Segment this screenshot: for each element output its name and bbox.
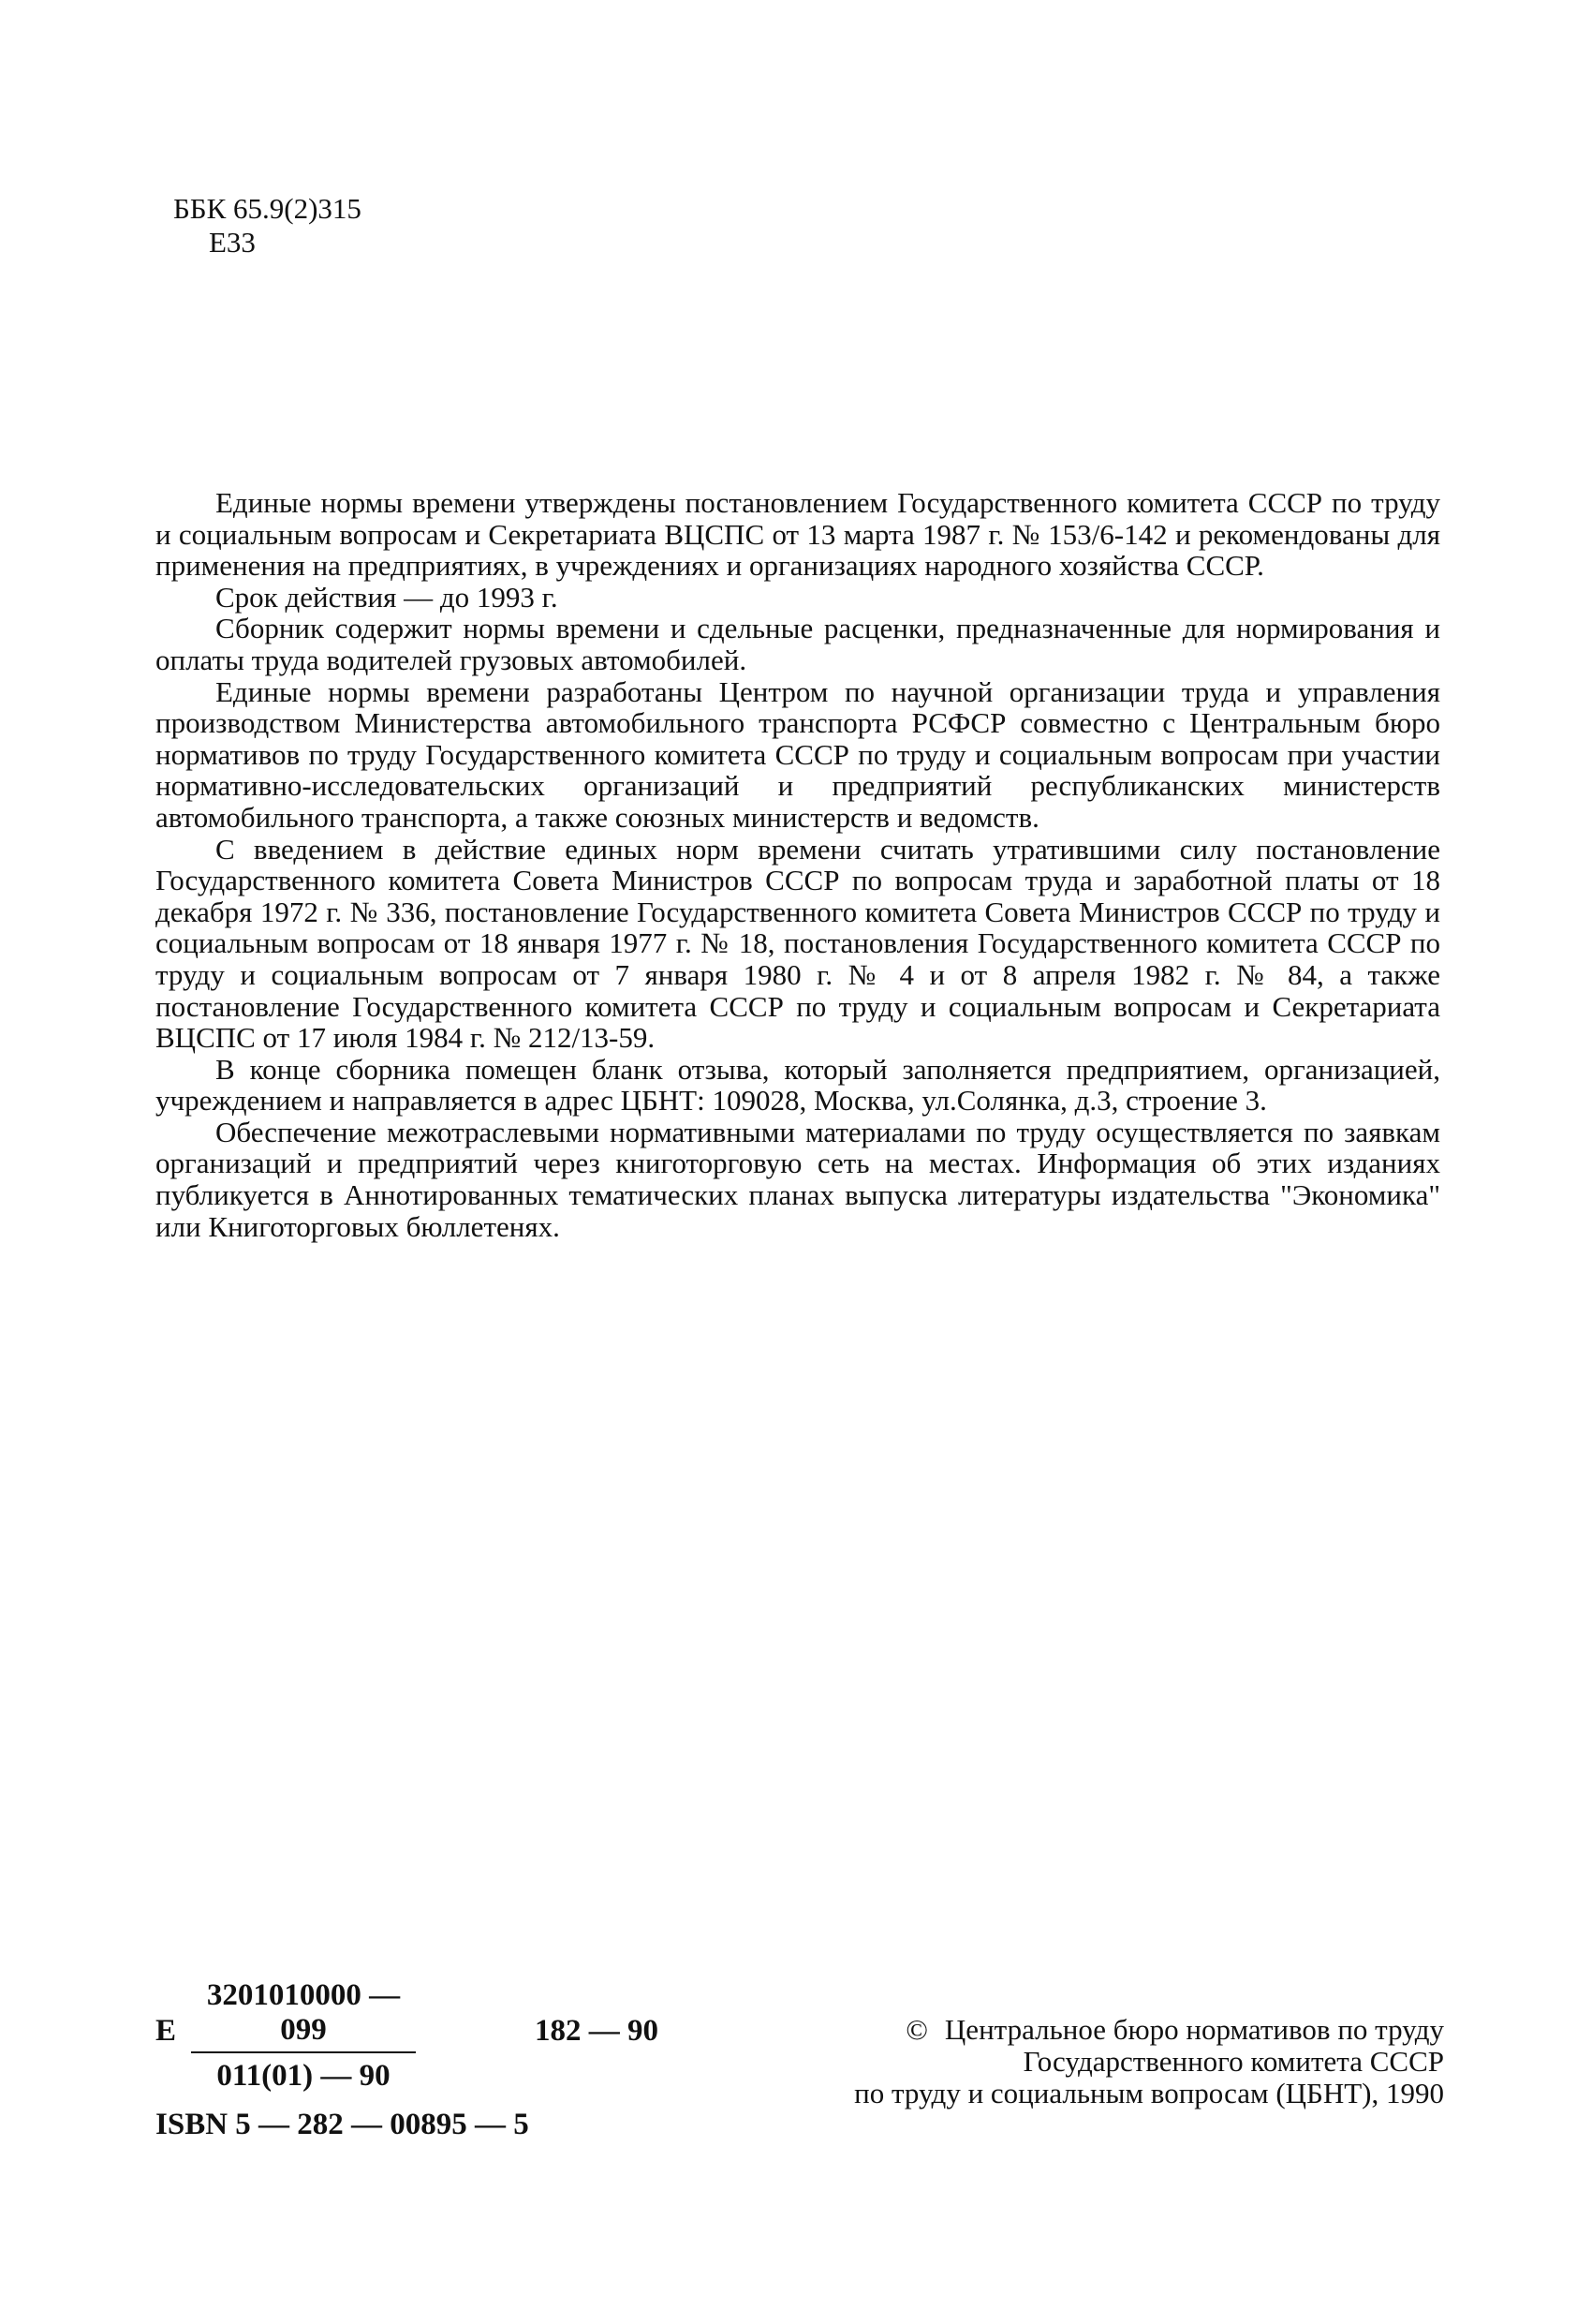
publication-imprint [155, 1978, 680, 2141]
isbn: ISBN 5 — 282 — 00895 — 5 [155, 2108, 529, 2141]
paragraph-contents: Сборник содержит нормы времени и сдельные расценки, предназначенные для нормирования и оплаты труда водителей грузовых автомобилей. [155, 612, 1440, 676]
author-mark: Е33 [209, 226, 256, 259]
copyright-line-3: по труду и социальным вопросам (ЦБНТ), 1990 [854, 2077, 1444, 2109]
paragraph-repealed: С введением в действие единых норм времени считать утратившими силу постановление Государственного комитета Совета Министров СССР по вопросам труда и заработной платы от 18 декабря 1972 г. № 336, постановление Государственного комитета Совета Министров СССР по труду и социальным вопросам от 18 января 1977 г. № 18, постановления Государственного комитета СССР по труду и социальным вопросам от 7 января 1980 г. № 4 и от 8 апреля 1982 г. № 84, а также постановление Государственного комитета СССР по труду и социальным вопросам и Секретариата ВЦСПС от 17 июля 1984 г. № 212/13-59. [155, 832, 1440, 1055]
imprint-code [155, 1978, 680, 2093]
imprint-denominator: 011(01) — 90 [216, 2059, 391, 2093]
copyright-icon: © [906, 2013, 928, 2046]
paragraph-developers: Единые нормы времени разработаны Центром по научной организации труда и управления производством Министерства автомобильного транспорта РСФСР совместно с Центральным бюро нормативов по труду Государственного комитета СССР по труду и социальным вопросам при участии нормативно-исследовательских организаций и предприятий республиканских министерств автомобильного транспорта, а также союзных министерств и ведомств. [155, 674, 1440, 834]
copyright-line-1: Центральное бюро нормативов по труду [944, 2013, 1444, 2046]
imprint-fraction [191, 1978, 416, 2094]
imprint-numerator: 3201010000 — 099 [191, 1978, 416, 2053]
main-text [155, 487, 1440, 1242]
bbk-code: ББК 65.9(2)315 [173, 192, 361, 225]
paragraph-feedback: В конце сборника помещен бланк отзыва, который заполняется предприятием, организацией, учреждением и направляется в адрес ЦБНТ: 109028, Москва, ул.Солянка, д.3, строение 3. [155, 1052, 1440, 1118]
copyright-notice [712, 2014, 1444, 2109]
paragraph-distribution: Обеспечение межотраслевыми нормативными материалами по труду осуществляется по заявкам организаций и предприятий через книготорговую сеть на местах. Информация об этих изданиях публикуется в Аннотированных тематических планах выпуска литературы издательства "Экономика" или Книготорговых бюллетенях. [155, 1115, 1440, 1243]
imprint-right-code: 182 — 90 [535, 2014, 658, 2048]
copyright-line-2: Государственного комитета СССР [1023, 2045, 1444, 2078]
paragraph-validity: Срок действия — до 1993 г. [215, 580, 558, 614]
bbk-classification [173, 192, 361, 259]
paragraph-approval: Единые нормы времени утверждены постановлением Государственного комитета СССР по труду и социальным вопросам и Секретариата ВЦСПС от 13 марта 1987 г. № 153/6-142 и рекомендованы для применения на предприятиях, в учреждениях и организациях народного хозяйства СССР. [155, 486, 1440, 583]
imprint-letter: Е [155, 2014, 177, 2048]
